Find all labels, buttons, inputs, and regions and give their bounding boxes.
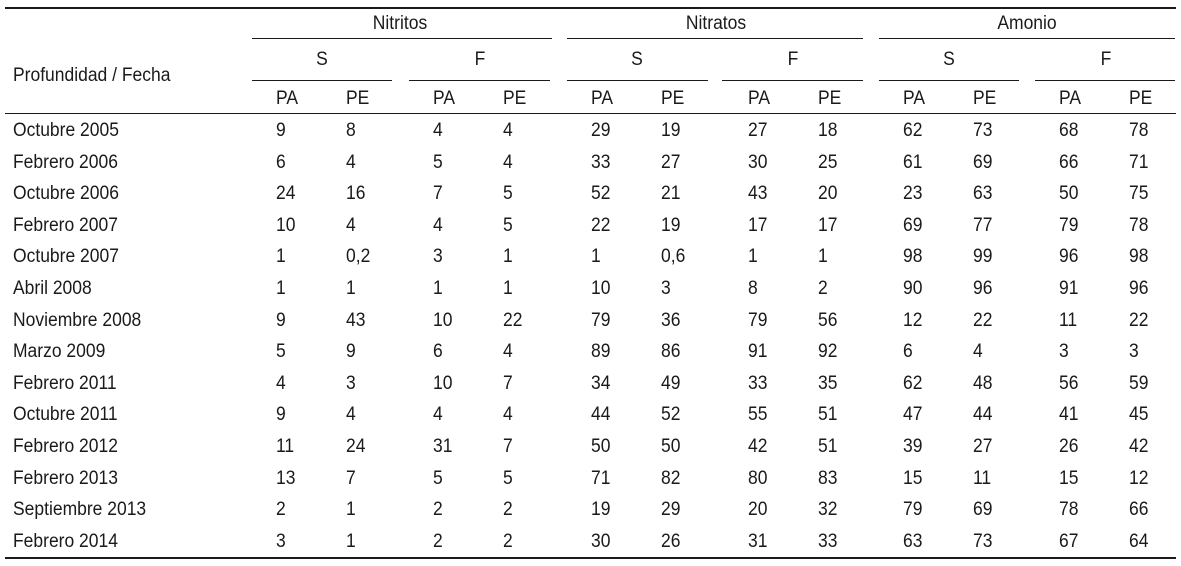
subgroup-underline xyxy=(1035,80,1175,81)
table-cell: 50 xyxy=(661,436,681,457)
table-cell: 15 xyxy=(903,467,923,489)
table-cell: 13 xyxy=(276,467,296,489)
table-cell: 42 xyxy=(748,436,768,457)
table-cell: 0,2 xyxy=(346,246,371,268)
table-cell: 73 xyxy=(973,120,993,141)
table-cell: 4 xyxy=(433,120,443,141)
column-header: PE xyxy=(503,88,527,109)
table-cell: 4 xyxy=(503,151,513,173)
row-label: Abril 2008 xyxy=(13,278,92,299)
table-cell: 2 xyxy=(433,530,443,552)
table-cell: 24 xyxy=(346,436,366,457)
table-cell: 78 xyxy=(1059,499,1079,521)
table-cell: 4 xyxy=(973,341,983,363)
table-cell: 49 xyxy=(661,372,681,394)
table-cell: 0,6 xyxy=(661,246,686,268)
table-cell: 96 xyxy=(973,278,993,299)
table-cell: 69 xyxy=(903,214,923,236)
table-cell: 1 xyxy=(503,278,513,299)
table-cell: 35 xyxy=(818,372,838,394)
table-cell: 33 xyxy=(818,530,838,552)
table-cell: 90 xyxy=(903,278,923,299)
subgroup-underline xyxy=(252,80,392,81)
table-cell: 91 xyxy=(1059,278,1079,299)
table-cell: 44 xyxy=(973,404,993,426)
table-cell: 79 xyxy=(903,499,923,521)
table-cell: 9 xyxy=(276,120,286,141)
table-cell: 71 xyxy=(591,467,611,489)
table-cell: 20 xyxy=(818,183,838,205)
table-cell: 24 xyxy=(276,183,296,205)
table-cell: 42 xyxy=(1129,436,1149,457)
row-label: Octubre 2007 xyxy=(13,246,119,268)
table-cell: 69 xyxy=(973,499,993,521)
table-cell: 67 xyxy=(1059,530,1079,552)
table-cell: 2 xyxy=(503,530,513,552)
table-cell: 5 xyxy=(433,151,443,173)
table-cell: 9 xyxy=(276,309,286,331)
table-cell: 17 xyxy=(818,214,838,236)
table-cell: 98 xyxy=(1129,246,1149,268)
table-cell: 47 xyxy=(903,404,923,426)
table-cell: 22 xyxy=(503,309,523,331)
table-cell: 26 xyxy=(661,530,681,552)
table-cell: 3 xyxy=(433,246,443,268)
table-cell: 9 xyxy=(276,404,286,426)
table-cell: 27 xyxy=(748,120,768,141)
table-cell: 52 xyxy=(591,183,611,205)
table-cell: 1 xyxy=(276,278,286,299)
table-cell: 83 xyxy=(818,467,838,489)
table-cell: 23 xyxy=(903,183,923,205)
table-cell: 3 xyxy=(346,372,356,394)
table-cell: 80 xyxy=(748,467,768,489)
subgroup-underline xyxy=(409,80,550,81)
table-cell: 3 xyxy=(661,278,671,299)
group-underline xyxy=(879,38,1175,39)
table-cell: 77 xyxy=(973,214,993,236)
column-header: PA xyxy=(748,88,771,109)
table-cell: 78 xyxy=(1129,214,1149,236)
table-cell: 4 xyxy=(503,341,513,363)
group-underline xyxy=(567,38,863,39)
table-cell: 56 xyxy=(818,309,838,331)
table-cell: 41 xyxy=(1059,404,1079,426)
table-cell: 19 xyxy=(591,499,611,521)
table-cell: 1 xyxy=(748,246,758,268)
table-cell: 31 xyxy=(433,436,453,457)
table-cell: 36 xyxy=(661,309,681,331)
table-cell: 4 xyxy=(503,404,513,426)
table-cell: 7 xyxy=(433,183,443,205)
table-cell: 86 xyxy=(661,341,681,363)
table-cell: 2 xyxy=(433,499,443,521)
table-cell: 75 xyxy=(1129,183,1149,205)
column-header: PE xyxy=(818,88,842,109)
table-cell: 10 xyxy=(276,214,296,236)
table-cell: 5 xyxy=(503,467,513,489)
table-cell: 11 xyxy=(276,436,295,457)
table-cell: 30 xyxy=(748,151,768,173)
table-cell: 7 xyxy=(503,436,513,457)
row-label: Febrero 2006 xyxy=(13,151,118,173)
table-cell: 29 xyxy=(591,120,611,141)
group-header: Nitratos xyxy=(685,13,747,34)
row-label: Febrero 2012 xyxy=(13,436,118,457)
table-cell: 34 xyxy=(591,372,611,394)
subgroup-header: F xyxy=(474,49,486,70)
table-cell: 56 xyxy=(1059,372,1079,394)
table-cell: 4 xyxy=(346,151,356,173)
table-cell: 61 xyxy=(903,151,923,173)
row-label: Febrero 2007 xyxy=(13,214,118,236)
table-cell: 11 xyxy=(973,467,992,489)
table-cell: 79 xyxy=(748,309,768,331)
table-cell: 1 xyxy=(591,246,601,268)
table-cell: 73 xyxy=(973,530,993,552)
table-cell: 68 xyxy=(1059,120,1079,141)
table-cell: 30 xyxy=(591,530,611,552)
table-cell: 50 xyxy=(1059,183,1079,205)
table-cell: 7 xyxy=(503,372,513,394)
table-cell: 20 xyxy=(748,499,768,521)
table-cell: 33 xyxy=(748,372,768,394)
table-cell: 2 xyxy=(818,278,828,299)
table-cell: 8 xyxy=(748,278,758,299)
table-cell: 1 xyxy=(346,530,356,552)
table-cell: 62 xyxy=(903,372,923,394)
table-cell: 3 xyxy=(276,530,286,552)
table-cell: 96 xyxy=(1059,246,1079,268)
table-cell: 55 xyxy=(748,404,768,426)
table-cell: 52 xyxy=(661,404,681,426)
table-bottom-rule xyxy=(5,557,1176,559)
table-cell: 66 xyxy=(1059,151,1079,173)
table-cell: 82 xyxy=(661,467,681,489)
table-cell: 10 xyxy=(433,372,453,394)
table-cell: 1 xyxy=(276,246,286,268)
header-bottom-rule xyxy=(5,113,1176,114)
table-cell: 96 xyxy=(1129,278,1149,299)
table-cell: 89 xyxy=(591,341,611,363)
row-label: Octubre 2011 xyxy=(13,404,118,426)
table-cell: 69 xyxy=(973,151,993,173)
table-cell: 19 xyxy=(661,214,681,236)
group-underline xyxy=(252,38,552,39)
table-cell: 3 xyxy=(1129,341,1139,363)
table-cell: 1 xyxy=(433,278,443,299)
group-header: Nitritos xyxy=(372,13,428,34)
column-header: PA xyxy=(591,88,614,109)
table-cell: 79 xyxy=(591,309,611,331)
column-header: PA xyxy=(1059,88,1082,109)
table-cell: 92 xyxy=(818,341,838,363)
table-cell: 1 xyxy=(503,246,513,268)
table-cell: 39 xyxy=(903,436,923,457)
table-cell: 43 xyxy=(346,309,366,331)
table-cell: 5 xyxy=(503,183,513,205)
table-cell: 79 xyxy=(1059,214,1079,236)
table-cell: 4 xyxy=(276,372,286,394)
table-cell: 43 xyxy=(748,183,768,205)
table-cell: 17 xyxy=(748,214,768,236)
table-cell: 4 xyxy=(433,404,443,426)
table-cell: 51 xyxy=(818,404,838,426)
table-cell: 48 xyxy=(973,372,993,394)
row-label: Septiembre 2013 xyxy=(13,499,147,521)
table-cell: 32 xyxy=(818,499,838,521)
table-cell: 71 xyxy=(1129,151,1149,173)
table-cell: 7 xyxy=(346,467,356,489)
table-cell: 4 xyxy=(503,120,513,141)
table-cell: 1 xyxy=(346,499,356,521)
table-cell: 78 xyxy=(1129,120,1149,141)
table-cell: 64 xyxy=(1129,530,1149,552)
column-header: PE xyxy=(973,88,997,109)
table-cell: 5 xyxy=(276,341,286,363)
table-cell: 6 xyxy=(276,151,286,173)
column-header: PA xyxy=(276,88,299,109)
table-cell: 12 xyxy=(1129,467,1149,489)
row-header-label: Profundidad / Fecha xyxy=(13,65,171,86)
table-cell: 12 xyxy=(903,309,923,331)
table-cell: 51 xyxy=(818,436,838,457)
table-cell: 99 xyxy=(973,246,993,268)
table-cell: 59 xyxy=(1129,372,1149,394)
subgroup-underline xyxy=(879,80,1019,81)
table-cell: 27 xyxy=(661,151,681,173)
group-header: Amonio xyxy=(997,13,1057,34)
table-cell: 5 xyxy=(433,467,443,489)
subgroup-underline xyxy=(722,80,863,81)
table-cell: 29 xyxy=(661,499,681,521)
table-cell: 3 xyxy=(1059,341,1069,363)
table-cell: 2 xyxy=(276,499,286,521)
column-header: PE xyxy=(1129,88,1153,109)
subgroup-header: S xyxy=(316,49,328,70)
row-label: Marzo 2009 xyxy=(13,341,106,363)
table-cell: 91 xyxy=(748,341,768,363)
row-label: Noviembre 2008 xyxy=(13,309,142,331)
subgroup-header: S xyxy=(943,49,955,70)
table-cell: 50 xyxy=(591,436,611,457)
table-cell: 10 xyxy=(433,309,453,331)
table-cell: 9 xyxy=(346,341,356,363)
table-cell: 62 xyxy=(903,120,923,141)
table-cell: 45 xyxy=(1129,404,1149,426)
table-cell: 5 xyxy=(503,214,513,236)
table-cell: 98 xyxy=(903,246,923,268)
table-cell: 11 xyxy=(1059,309,1078,331)
table-cell: 66 xyxy=(1129,499,1149,521)
row-label: Octubre 2005 xyxy=(13,120,119,141)
table-cell: 4 xyxy=(346,214,356,236)
column-header: PE xyxy=(661,88,685,109)
table-cell: 10 xyxy=(591,278,611,299)
table-cell: 15 xyxy=(1059,467,1079,489)
table-cell: 1 xyxy=(818,246,828,268)
table-cell: 33 xyxy=(591,151,611,173)
table-cell: 6 xyxy=(903,341,913,363)
subgroup-header: S xyxy=(631,49,643,70)
table-cell: 8 xyxy=(346,120,356,141)
column-header: PE xyxy=(346,88,370,109)
table-cell: 25 xyxy=(818,151,838,173)
row-label: Febrero 2011 xyxy=(13,372,117,394)
table-cell: 31 xyxy=(748,530,768,552)
table-cell: 21 xyxy=(661,183,681,205)
table-cell: 26 xyxy=(1059,436,1079,457)
table-cell: 22 xyxy=(591,214,611,236)
table-cell: 22 xyxy=(1129,309,1149,331)
table-cell: 22 xyxy=(973,309,993,331)
table-cell: 16 xyxy=(346,183,366,205)
subgroup-header: F xyxy=(1100,49,1112,70)
column-header: PA xyxy=(433,88,456,109)
table-cell: 19 xyxy=(661,120,681,141)
table-cell: 18 xyxy=(818,120,838,141)
column-header: PA xyxy=(903,88,926,109)
subgroup-header: F xyxy=(787,49,799,70)
row-label: Febrero 2013 xyxy=(13,467,118,489)
table-cell: 63 xyxy=(973,183,993,205)
subgroup-underline xyxy=(567,80,708,81)
table-cell: 27 xyxy=(973,436,993,457)
row-label: Febrero 2014 xyxy=(13,530,118,552)
table-top-rule xyxy=(5,7,1176,9)
table-cell: 63 xyxy=(903,530,923,552)
table-cell: 1 xyxy=(346,278,356,299)
row-label: Octubre 2006 xyxy=(13,183,119,205)
table-cell: 6 xyxy=(433,341,443,363)
table-cell: 4 xyxy=(346,404,356,426)
table-cell: 2 xyxy=(503,499,513,521)
table-cell: 44 xyxy=(591,404,611,426)
table-cell: 4 xyxy=(433,214,443,236)
